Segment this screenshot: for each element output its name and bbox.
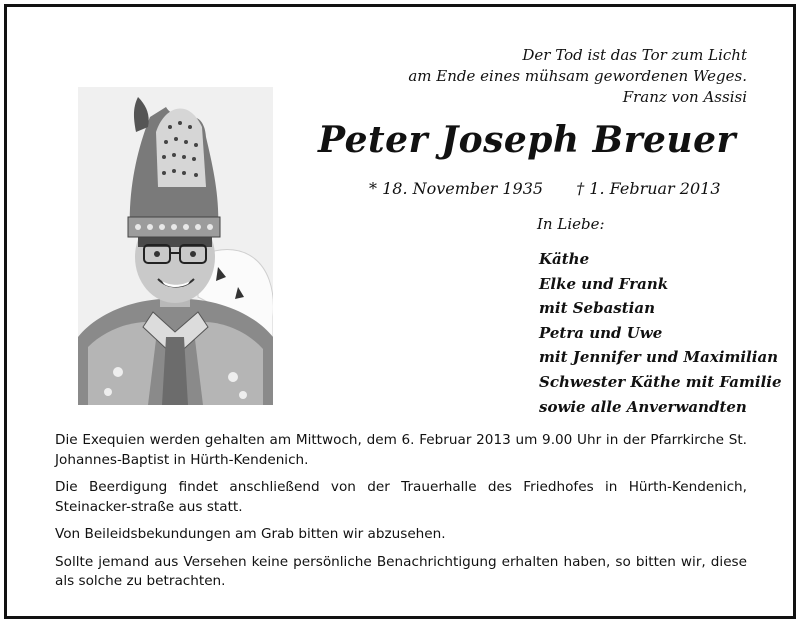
mourner-name: Elke und Frank [539,274,669,293]
notification-notice: Sollte jemand aus Versehen keine persönliche Benachrichtigung erhalten haben, so bitten wir, diese als solche zu betrachten. [55,553,747,589]
obituary-notice [4,4,796,619]
mourner-name: mit Sebastian [539,299,656,318]
epigraph-quote [327,45,747,108]
death-date: † 1. Februar 2013 [576,179,721,198]
quote-line-1: Der Tod ist das Tor zum Licht [522,46,747,64]
funeral-notices [55,431,747,600]
burial-notice: Die Beerdigung findet anschließend von der Trauerhalle des Friedhofes in Hürth-Kendenich, Steinacker-straße aus statt. [55,479,747,515]
mourner-name: Petra und Uwe [539,323,663,342]
quote-line-2: am Ende eines mühsam gewordenen Weges. [408,67,747,85]
mourners-list [539,247,782,419]
deceased-name: Peter Joseph Breuer [318,119,736,161]
funeral-service-notice: Die Exequien werden gehalten am Mittwoch, dem 6. Februar 2013 um 9.00 Uhr in der Pfarrkirche St. Johannes-Baptist in Hürth-Kendenich. [55,432,747,468]
mourner-name: mit Jennifer und Maximilian [539,348,779,367]
life-dates [369,179,721,198]
mourners-intro: In Liebe: [537,215,605,233]
quote-author: Franz von Assisi [622,88,747,106]
birth-date: * 18. November 1935 [369,179,544,198]
portrait-illustration [78,87,273,405]
mourner-name: sowie alle Anverwandten [539,397,747,416]
mourner-name: Schwester Käthe mit Familie [539,372,782,391]
portrait-photo [78,87,273,405]
condolence-notice: Von Beileidsbekundungen am Grab bitten wir abzusehen. [55,526,446,542]
mourner-name: Käthe [539,250,590,268]
